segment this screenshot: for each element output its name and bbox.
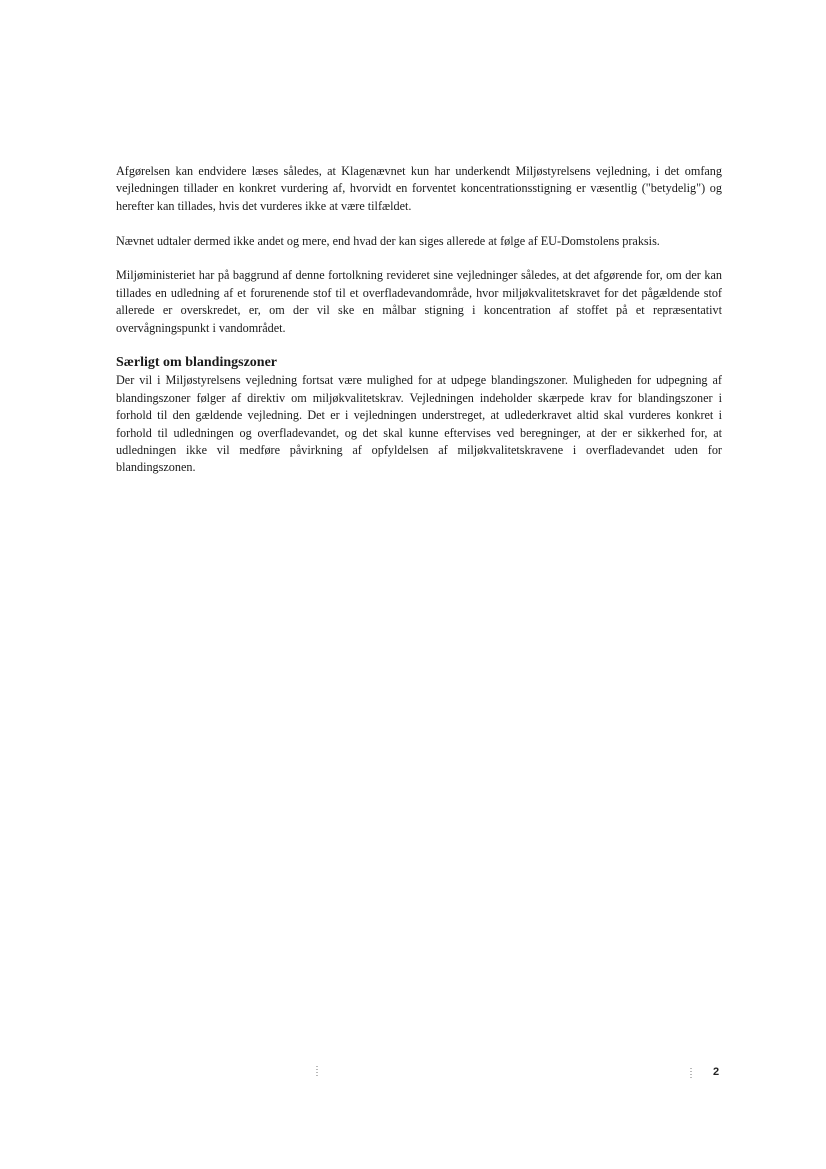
document-body bbox=[116, 163, 722, 494]
paragraph-1: Afgørelsen kan endvidere læses således, at Klagenævnet kun har underkendt Miljøstyrelsens vejledning, i det omfang vejledningen tillader en konkret vurdering af, hvorvidt en forventet koncentrationsstigning er væsentlig ("betydelig") og herefter kan tillades, hvis det vurderes ikke at være tilfældet. bbox=[116, 164, 722, 213]
section-paragraph: Der vil i Miljøstyrelsens vejledning fortsat være mulighed for at udpege blandingszoner. Muligheden for udpegning af blandingszoner følger af direktiv om miljøkvalitetskrav. Vejledningen indeholder skærpede krav for blandingszoner i forhold til den gældende vejledning. Det er i vejledningen understreget, at udlederkravet altid skal vurderes konkret i forhold til udledningen og overfladevandet, og det skal kunne eftervises ved beregninger, at der er sikkerhed for, at udledningen ikke vil medføre påvirkning af opfyldelsen af miljøkvalitetskravene i overfladevandet uden for blandingszonen. bbox=[116, 373, 722, 475]
section-heading: Særligt om blandingszoner bbox=[116, 355, 278, 371]
scan-artifact bbox=[316, 1066, 318, 1078]
page-number: 2 bbox=[713, 1066, 720, 1078]
paragraph-2: Nævnet udtaler dermed ikke andet og mere, end hvad der kan siges allerede at følge af EU-Domstolens praksis. bbox=[116, 233, 660, 248]
paragraph-3: Miljøministeriet har på baggrund af denne fortolkning revideret sine vejledninger således, at det afgørende for, om der kan tillades en udledning af et forurenende stof til et overfladevandområde, hvor miljøkvalitetskravet for det pågældende stof allerede er overskredet, er, om der vil ske en målbar stigning i koncentration af stoffet på et repræsentativt overvågningspunkt i vandområdet. bbox=[116, 268, 722, 335]
scan-artifact bbox=[690, 1068, 692, 1080]
